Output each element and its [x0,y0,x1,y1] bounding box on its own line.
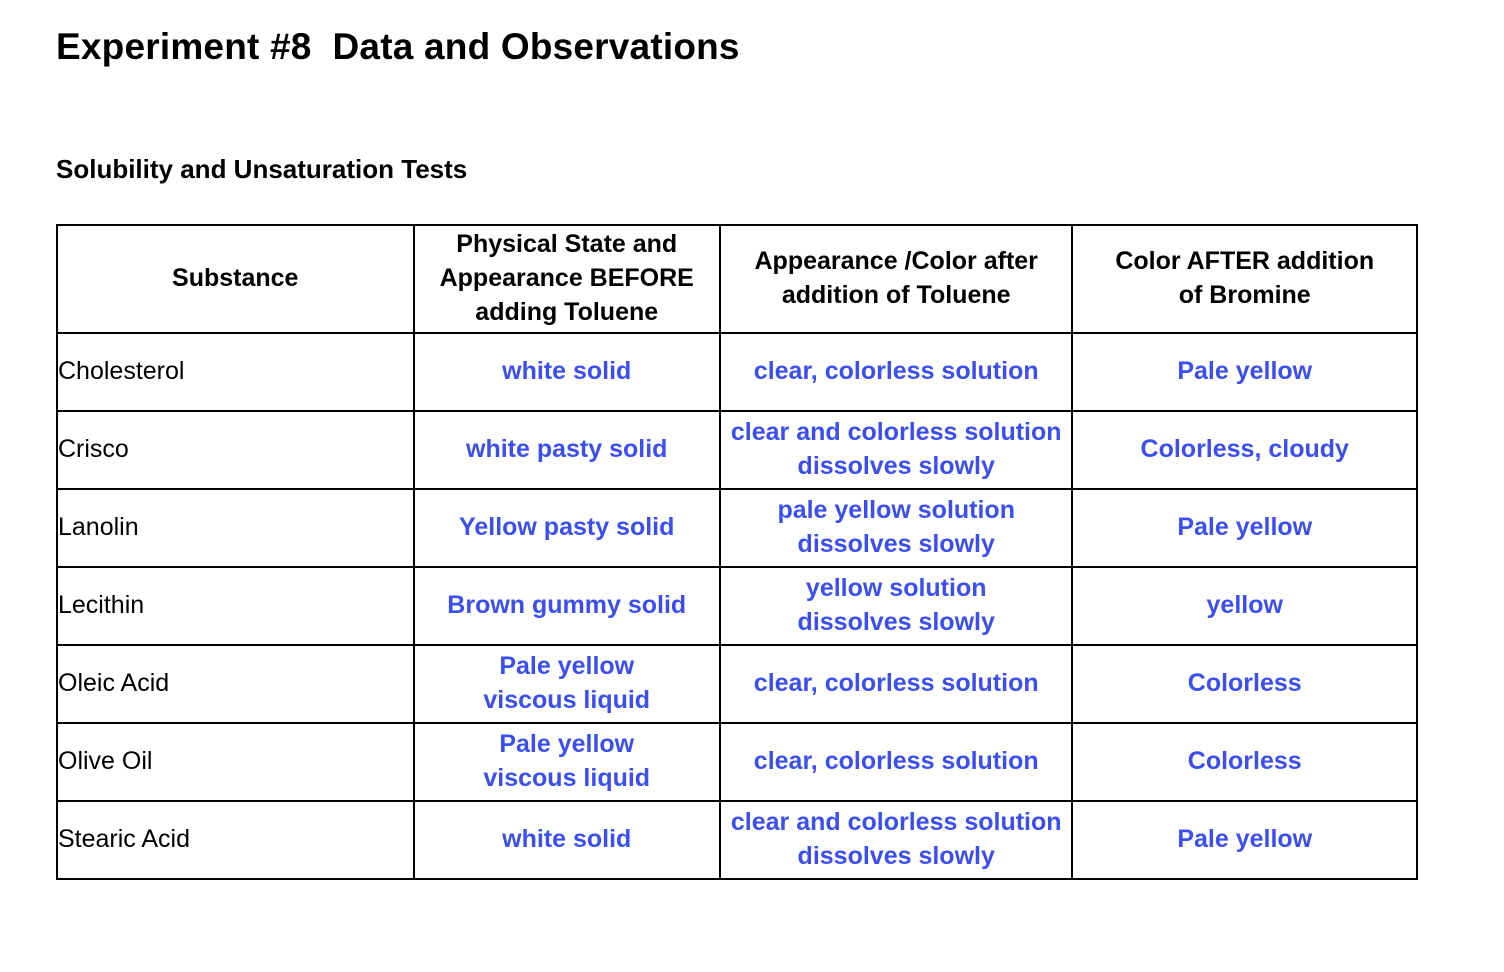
table-row [57,489,1417,567]
observation-line: Pale yellow [499,652,635,681]
observation-line: white pasty solid [466,435,668,464]
observation-line: Colorless [1187,669,1302,698]
header-after-toluene [720,225,1073,333]
header-line: Appearance /Color after [754,247,1038,276]
cell-substance: Olive Oil [57,723,414,801]
cell-before-toluene [414,801,720,879]
cell-substance: Oleic Acid [57,645,414,723]
header-after-bromine [1072,225,1417,333]
observation-line: clear, colorless solution [753,669,1039,698]
observation-line: clear and colorless solution [730,808,1062,837]
observation-line: Colorless, cloudy [1140,435,1349,464]
observation-line: yellow [1206,591,1283,620]
cell-before-toluene [414,333,720,411]
header-before-toluene [414,225,720,333]
cell-before-toluene [414,567,720,645]
observation-line: dissolves slowly [797,452,995,480]
table-header [57,225,1417,333]
header-line: adding Toluene [475,297,659,326]
cell-substance: Lanolin [57,489,414,567]
table-row [57,645,1417,723]
header-line: Substance [172,264,299,293]
cell-after-toluene [720,567,1073,645]
cell-after-bromine [1072,411,1417,489]
cell-after-bromine [1072,567,1417,645]
cell-after-bromine [1072,333,1417,411]
observation-line: white solid [502,357,632,386]
cell-after-toluene [720,645,1073,723]
cell-substance: Cholesterol [57,333,414,411]
observation-line: dissolves slowly [797,608,995,636]
cell-after-toluene [720,489,1073,567]
table-row [57,801,1417,879]
cell-after-toluene [720,411,1073,489]
observation-line: yellow solution [805,574,987,603]
header-line: Color AFTER addition [1115,247,1375,276]
observation-line: dissolves slowly [797,530,995,558]
observation-line: Colorless [1187,747,1302,776]
cell-after-toluene [720,801,1073,879]
cell-substance: Lecithin [57,567,414,645]
cell-after-bromine [1072,489,1417,567]
cell-after-toluene [720,723,1073,801]
table-row [57,567,1417,645]
header-row [57,225,1417,333]
observation-line: Pale yellow [1177,357,1313,386]
table-body [57,333,1417,879]
section-subtitle: Solubility and Unsaturation Tests [56,154,468,184]
cell-after-bromine [1072,723,1417,801]
observation-line: Pale yellow [1177,825,1313,854]
header-line: addition of Toluene [781,281,1011,309]
header-line: Appearance BEFORE [439,264,694,293]
cell-before-toluene [414,411,720,489]
observation-line: viscous liquid [483,764,651,792]
observation-line: viscous liquid [483,686,651,714]
table-row [57,723,1417,801]
header-substance [57,225,414,333]
cell-before-toluene [414,723,720,801]
observation-line: clear, colorless solution [753,357,1039,386]
table-row [57,333,1417,411]
observation-line: Pale yellow [1177,513,1313,542]
observation-line: Pale yellow [499,730,635,759]
header-line: Physical State and [456,230,678,259]
observation-line: dissolves slowly [797,842,995,870]
observations-table [56,224,1418,880]
cell-after-bromine [1072,645,1417,723]
cell-after-bromine [1072,801,1417,879]
page-title: Experiment #8 Data and Observations [56,26,740,67]
cell-before-toluene [414,489,720,567]
observation-line: Yellow pasty solid [459,513,675,542]
observation-line: pale yellow solution [777,496,1015,525]
cell-before-toluene [414,645,720,723]
observation-line: white solid [502,825,632,854]
header-line: of Bromine [1178,281,1311,309]
observation-line: clear and colorless solution [730,418,1062,447]
observation-line: Brown gummy solid [447,591,687,620]
cell-substance: Stearic Acid [57,801,414,879]
table-row [57,411,1417,489]
cell-after-toluene [720,333,1073,411]
cell-substance: Crisco [57,411,414,489]
observation-line: clear, colorless solution [753,747,1039,776]
